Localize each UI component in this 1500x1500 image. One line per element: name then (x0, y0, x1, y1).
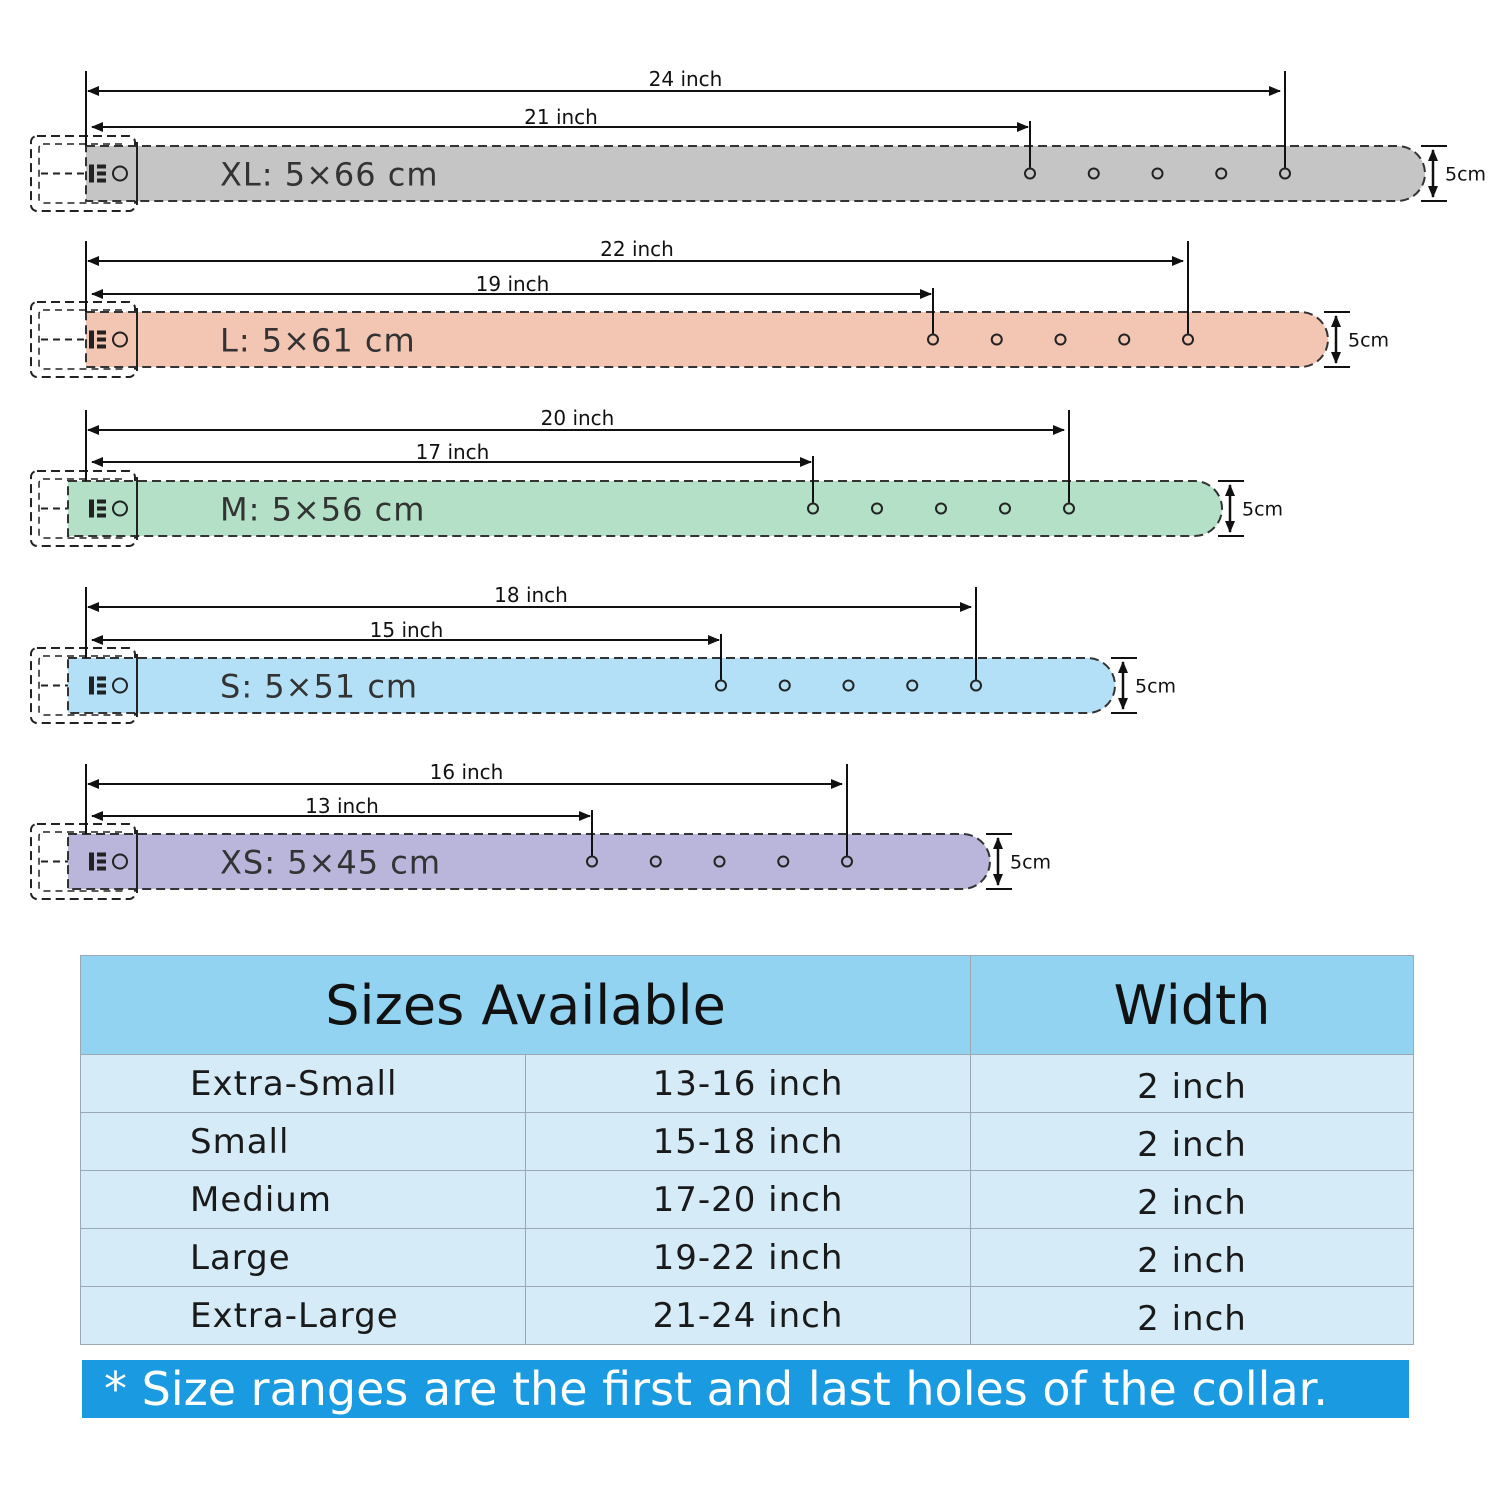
inner-dimension-label: 13 inch (305, 794, 379, 818)
buckle-bar-icon (97, 677, 106, 681)
buckle-bar-icon (89, 853, 94, 871)
collar-2 (31, 406, 1283, 546)
buckle-bar-icon (97, 179, 106, 183)
inner-dimension-label: 21 inch (524, 105, 598, 129)
width-label: 5cm (1445, 163, 1487, 186)
table-row (81, 1055, 1414, 1113)
collar-size-label: S: 5×51 cm (220, 667, 419, 706)
size-range: 13-16 inch (526, 1055, 971, 1113)
footnote-banner: * Size ranges are the first and last holes of the collar. (82, 1360, 1409, 1418)
buckle-bar-icon (89, 500, 94, 518)
width-label: 5cm (1242, 498, 1284, 521)
outer-dimension-label: 22 inch (600, 237, 674, 261)
outer-dimension-label: 20 inch (540, 406, 615, 430)
buckle-bar-icon (89, 677, 94, 695)
size-name: Medium (81, 1171, 526, 1229)
size-range: 15-18 inch (526, 1113, 971, 1171)
buckle-bar-icon (97, 514, 106, 518)
table-row (81, 1287, 1414, 1345)
outer-dimension-label: 24 inch (648, 67, 723, 91)
inner-dimension-label: 17 inch (415, 440, 490, 464)
size-width: 2 inch (971, 1287, 1414, 1345)
inner-dimension-label: 15 inch (369, 618, 444, 642)
buckle-bar-icon (97, 684, 106, 688)
buckle-bar-icon (97, 860, 106, 864)
buckle-bar-icon (89, 331, 94, 349)
size-name: Small (81, 1113, 526, 1171)
collar-1 (31, 237, 1389, 377)
table-row (81, 1229, 1414, 1287)
buckle-bar-icon (97, 345, 106, 349)
size-name: Extra-Large (81, 1287, 526, 1345)
table-header-row (81, 956, 1414, 1055)
buckle-bar-icon (97, 500, 106, 504)
size-width: 2 inch (971, 1113, 1414, 1171)
buckle-bar-icon (97, 867, 106, 871)
size-range: 21-24 inch (526, 1287, 971, 1345)
table-row (81, 1113, 1414, 1171)
buckle-bar-icon (97, 853, 106, 857)
size-width: 2 inch (971, 1055, 1414, 1113)
buckle-bar-icon (97, 331, 106, 335)
table-row (81, 1171, 1414, 1229)
width-label: 5cm (1135, 675, 1177, 698)
size-width: 2 inch (971, 1229, 1414, 1287)
width-label: 5cm (1348, 329, 1390, 352)
buckle-bar-icon (97, 507, 106, 511)
size-table (80, 955, 1414, 1345)
collar-3 (31, 583, 1176, 723)
collar-4 (31, 760, 1051, 899)
collar-size-label: M: 5×56 cm (220, 490, 426, 529)
outer-dimension-label: 16 inch (429, 760, 504, 784)
collar-size-label: XL: 5×66 cm (220, 155, 439, 194)
header-width: Width (971, 956, 1414, 1055)
size-range: 17-20 inch (526, 1171, 971, 1229)
inner-dimension-label: 19 inch (475, 272, 550, 296)
collar-size-label: XS: 5×45 cm (220, 843, 442, 882)
size-name: Extra-Small (81, 1055, 526, 1113)
size-range: 19-22 inch (526, 1229, 971, 1287)
buckle-bar-icon (97, 172, 106, 176)
buckle-bar-icon (97, 691, 106, 695)
collar-size-label: L: 5×61 cm (220, 321, 416, 360)
header-sizes: Sizes Available (81, 956, 971, 1055)
collar-0 (31, 67, 1486, 211)
width-label: 5cm (1010, 851, 1052, 874)
buckle-bar-icon (89, 165, 94, 183)
size-name: Large (81, 1229, 526, 1287)
size-width: 2 inch (971, 1171, 1414, 1229)
outer-dimension-label: 18 inch (494, 583, 568, 607)
buckle-bar-icon (97, 338, 106, 342)
buckle-bar-icon (97, 165, 106, 169)
